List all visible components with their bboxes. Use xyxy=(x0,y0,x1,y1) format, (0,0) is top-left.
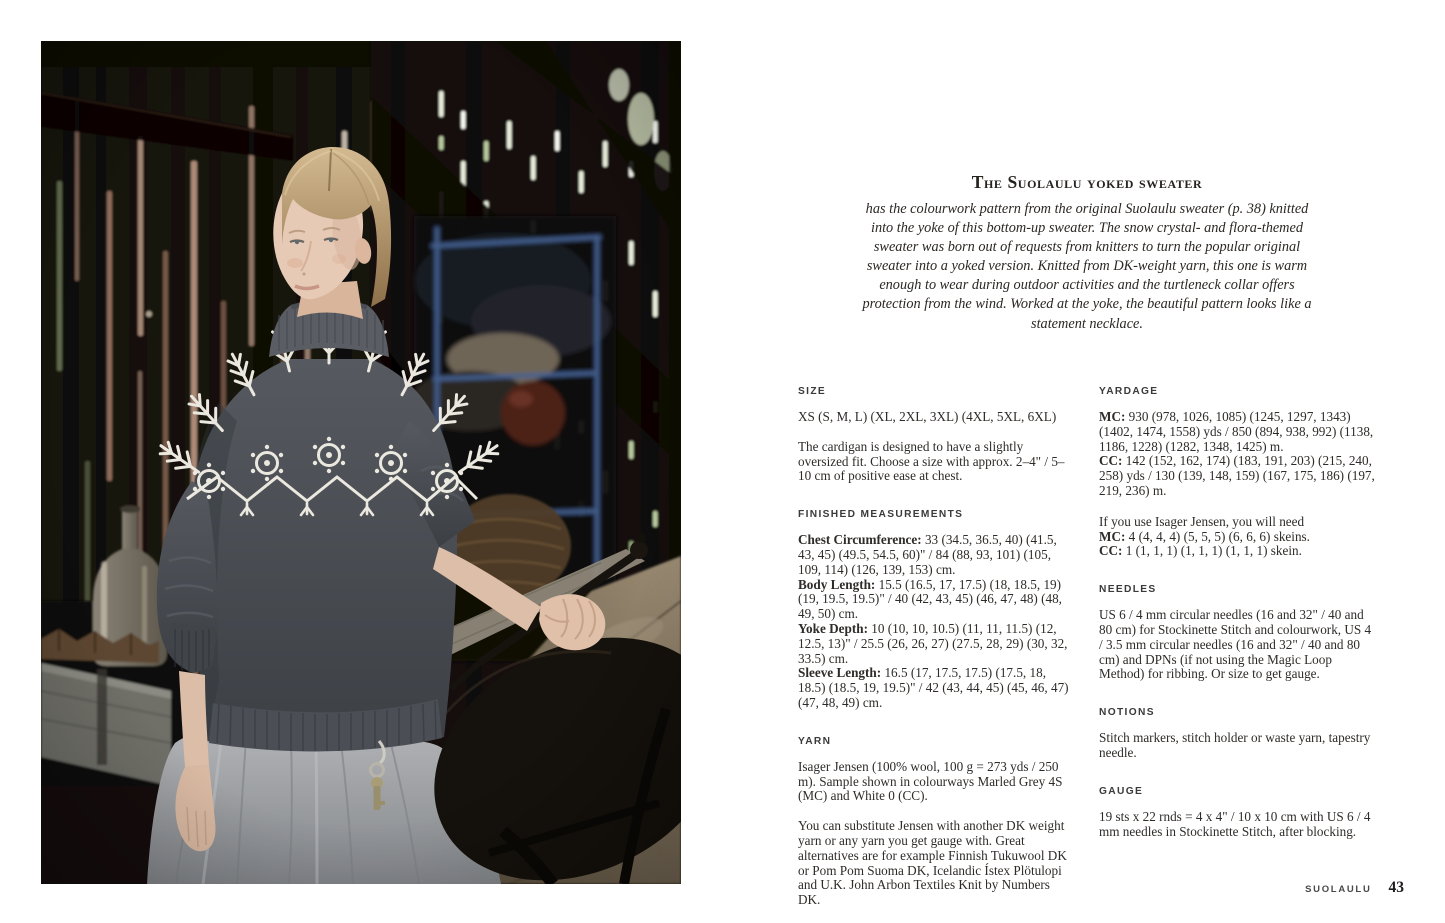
skeins-cc-value: 1 (1, 1, 1) (1, 1, 1) (1, 1, 1) skein. xyxy=(1125,543,1302,559)
intro-paragraph: has the colourwork pattern from the original Suolaulu sweater (p. 38) knitted into the yoke of this bottom-up sweater. The snow crystal- and flora-themed sweater was born out of requests from knitters to turn the popular original sweater into a yoked version. Knitted from DK-weight yarn, this one is warm enough to wear during outdoor activities and the turtleneck collar offers protection from the wind. Worked at the yoke, the beautiful pattern looks like a statement necklace. xyxy=(862,201,1312,332)
measurement-value: 33 (34.5, 36.5, 40) (41.5, 43, 45) (49.5, 54.5, 60)" / 84 (88, 93, 101) (105, 109, 114) (126, 139, 153) cm. xyxy=(798,532,1057,577)
pattern-columns xyxy=(798,386,1376,923)
needles-text: US 6 / 4 mm circular needles (16 and 32" / 40 and 80 cm) for Stockinette Stitch and colourwork, US 4 / 3.5 mm circular needles (16 and 32" / 40 and 80 cm) and DPNs (if not using the Magic Loop Method) for ribbing. Or size to get gauge. xyxy=(1099,607,1372,682)
page-footer xyxy=(1305,879,1404,897)
gauge-heading: GAUGE xyxy=(1099,785,1144,797)
measurement-label: Body Length: xyxy=(798,576,876,592)
skeins-mc-value: 4 (4, 4, 4) (5, 5, 5) (6, 6, 6) skeins. xyxy=(1128,528,1310,544)
footer-pattern-name: SUOLAULU xyxy=(1305,884,1372,895)
column-left xyxy=(798,386,1075,923)
measurement-label: Sleeve Length: xyxy=(798,665,882,681)
measurement-value: 10 (10, 10, 10.5) (11, 11, 11.5) (12, 12.5, 13)" / 25.5 (26, 26, 27) (27.5, 28, 29) (30, 32, 33.5) cm. xyxy=(798,620,1068,666)
skeins-cc-label: CC: xyxy=(1099,543,1123,559)
skeins-note: If you use Isager Jensen, you will need xyxy=(1099,513,1305,529)
needles-heading: NEEDLES xyxy=(1099,584,1157,596)
yardage-mc-label: MC: xyxy=(1099,409,1126,424)
finished-measurements-heading: FINISHED MEASUREMENTS xyxy=(798,509,964,521)
skeins-mc xyxy=(1099,530,1376,545)
notions-text: Stitch markers, stitch holder or waste yarn, tapestry needle. xyxy=(1099,730,1371,760)
gauge-text: 19 sts x 22 rnds = 4 x 4" / 10 x 10 cm with US 6 / 4 mm needles in Stockinette Stitch, after blocking. xyxy=(1099,808,1371,839)
skeins-mc-label: MC: xyxy=(1099,528,1126,544)
footer-page-number: 43 xyxy=(1388,879,1404,896)
measurement-value: 15.5 (16.5, 17, 17.5) (18, 18.5, 19) (19, 19.5, 19.5)" / 40 (42, 43, 45) (46, 47, 48) (48, 49, 50) cm. xyxy=(798,576,1062,622)
measurement-label: Yoke Depth: xyxy=(798,620,868,636)
size-note: The cardigan is designed to have a slightly oversized fit. Choose a size with approx. 2–4" / 5–10 cm of positive ease at chest. xyxy=(798,438,1065,484)
yardage-cc xyxy=(1099,454,1376,498)
yardage-cc-label: CC: xyxy=(1099,453,1123,469)
yarn-heading: YARN xyxy=(798,735,832,747)
yardage-heading: YARDAGE xyxy=(1099,386,1159,397)
measurements-list xyxy=(798,533,1075,711)
measurement-body-length xyxy=(798,578,1075,622)
model-photo-suolaulu-sweater xyxy=(41,41,681,884)
measurement-yoke-depth xyxy=(798,622,1075,666)
size-heading: SIZE xyxy=(798,386,827,397)
page-title: The Suolaulu yoked sweater xyxy=(971,172,1203,192)
yardage-mc-value: 930 (978, 1026, 1085) (1245, 1297, 1343) (1402, 1474, 1558) yds / 850 (894, 938, 992) (1138, 1186, 1228) (1282, 1348, 1425) m. xyxy=(1099,409,1374,454)
column-right xyxy=(1099,386,1376,923)
yardage-mc xyxy=(1099,410,1376,454)
skeins-info xyxy=(1099,515,1376,559)
measurement-chest xyxy=(798,533,1075,577)
skeins-cc xyxy=(1099,544,1376,559)
pattern-page-content xyxy=(798,0,1376,923)
notions-heading: NOTIONS xyxy=(1099,707,1155,719)
yardage-amounts xyxy=(1099,410,1376,499)
size-range: XS (S, M, L) (XL, 2XL, 3XL) (4XL, 5XL, 6XL) xyxy=(798,409,1057,424)
yarn-paragraph-1: Isager Jensen (100% wool, 100 g = 273 yds / 250 m). Sample shown in colourways Marled Grey 4S (MC) and White 0 (CC). xyxy=(798,758,1063,804)
measurement-label: Chest Circumference: xyxy=(798,532,922,548)
yarn-paragraph-2: You can substitute Jensen with another DK weight yarn or any yarn you get gauge with. Great alternatives are for example Finnish Tukuwool DK or Pom Pom Suoma DK, Icelandic Ístex Plötulopi and U.K. John Arbon Textiles Knit by Numbers DK. xyxy=(798,818,1067,908)
measurement-value: 16.5 (17, 17.5, 17.5) (17.5, 18, 18.5) (18.5, 19, 19.5)" / 42 (43, 44, 45) (45, 46, 47) (47, 48, 49) cm. xyxy=(798,665,1069,710)
measurement-sleeve-length xyxy=(798,666,1075,710)
yardage-cc-value: 142 (152, 162, 174) (183, 191, 203) (215, 240, 258) yds / 130 (139, 148, 159) (167, 175, 186) (197, 219, 236) m. xyxy=(1099,453,1375,498)
